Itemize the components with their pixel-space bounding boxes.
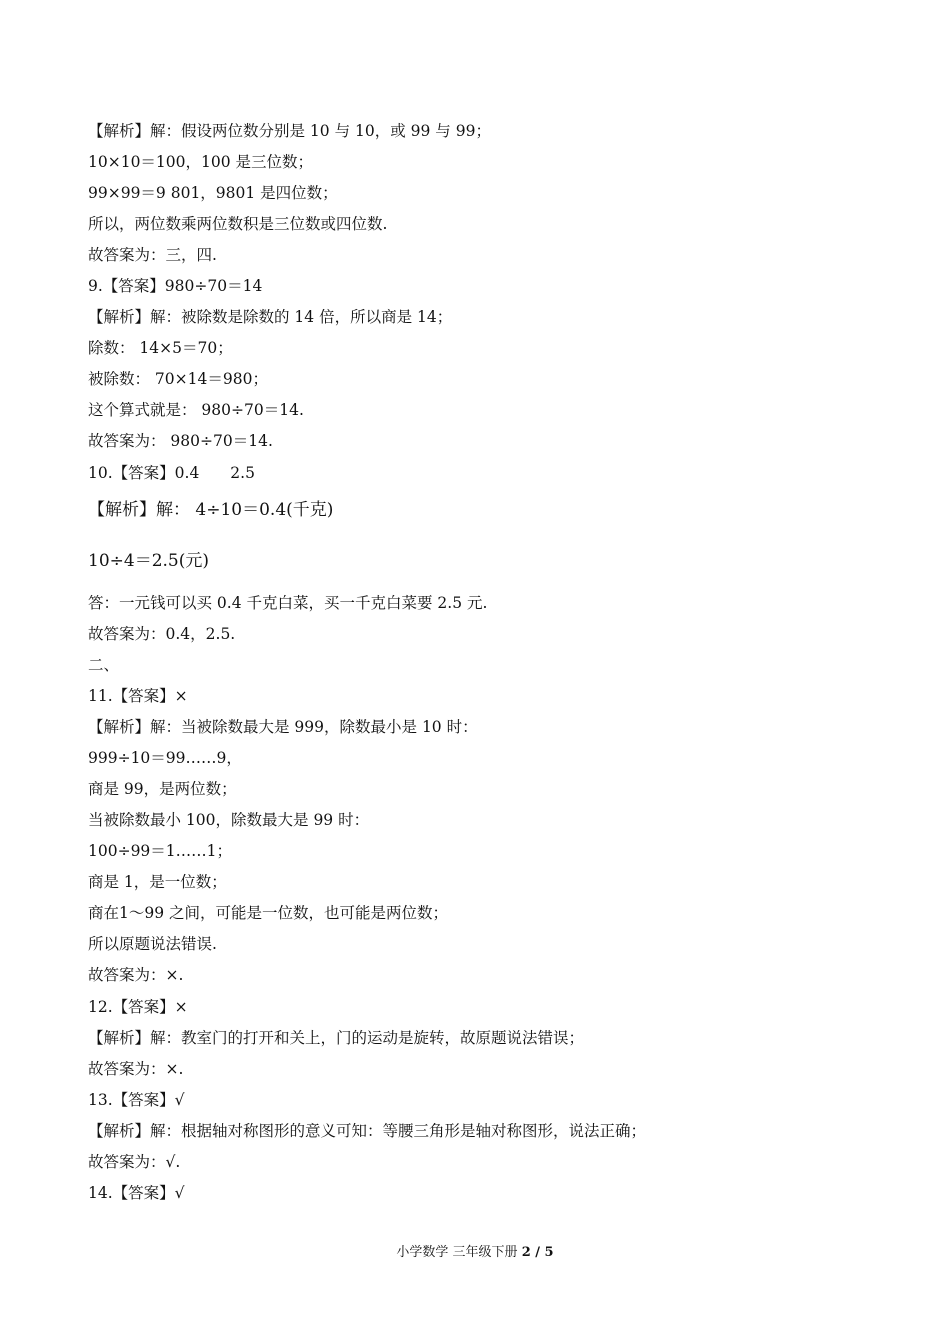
text-line: 故答案为：三，四. [88,246,217,264]
text-line: 答：一元钱可以买 0.4 千克白菜，买一千克白菜要 2.5 元. [88,594,488,612]
answer-heading: 14.【答案】√ [88,1184,185,1202]
text-line: 商是 1，是一位数； [88,873,227,891]
text-line: 所以，两位数乘两位数积是三位数或四位数. [88,215,388,233]
footer-label: 小学数学 三年级下册 [396,1245,518,1260]
section-heading: 二、 [88,656,120,674]
answer-heading: 11.【答案】× [88,687,188,705]
text-line: 故答案为：0.4，2.5. [88,625,236,643]
answer-heading: 12.【答案】× [88,998,188,1016]
text-line: 【解析】解：当被除数最大是 999，除数最小是 10 时： [88,718,478,736]
page-number: 2 / 5 [521,1245,554,1260]
text-line: 故答案为：×. [88,966,184,984]
text-line: 商是 99，是两位数； [88,780,237,798]
text-line: 99×99＝9 801，9801 是四位数； [88,184,338,202]
text-line: 所以原题说法错误. [88,935,217,953]
text-line: 【解析】解：被除数是除数的 14 倍，所以商是 14； [88,308,453,326]
answer-heading: 9.【答案】980÷70＝14 [88,277,263,295]
text-line: 10÷4＝2.5(元) [88,551,209,571]
text-line: 故答案为： 980÷70＝14. [88,432,273,450]
answer-heading: 13.【答案】√ [88,1091,185,1109]
text-line: 【解析】解： 4÷10＝0.4(千克) [88,500,334,520]
text-line: 除数： 14×5＝70； [88,339,233,357]
text-line: 商在1～99 之间，可能是一位数，也可能是两位数； [88,904,449,922]
text-line: 999÷10＝99……9， [88,749,242,767]
page-footer [0,1244,950,1262]
text-line: 故答案为：×. [88,1060,184,1078]
text-line: 当被除数最小 100，除数最大是 99 时： [88,811,370,829]
text-line: 被除数： 70×14＝980； [88,370,268,388]
text-line: 【解析】解：根据轴对称图形的意义可知：等腰三角形是轴对称图形，说法正确； [88,1122,647,1140]
text-line: 【解析】解：假设两位数分别是 10 与 10，或 99 与 99； [88,122,491,140]
text-line: 故答案为：√. [88,1153,181,1171]
text-line: 【解析】解：教室门的打开和关上，门的运动是旋转，故原题说法错误； [88,1029,585,1047]
text-line: 100÷99＝1……1； [88,842,233,860]
text-line: 这个算式就是： 980÷70＝14. [88,401,304,419]
text-line: 10×10＝100，100 是三位数； [88,153,314,171]
answer-heading: 10.【答案】0.4 2.5 [88,464,255,482]
